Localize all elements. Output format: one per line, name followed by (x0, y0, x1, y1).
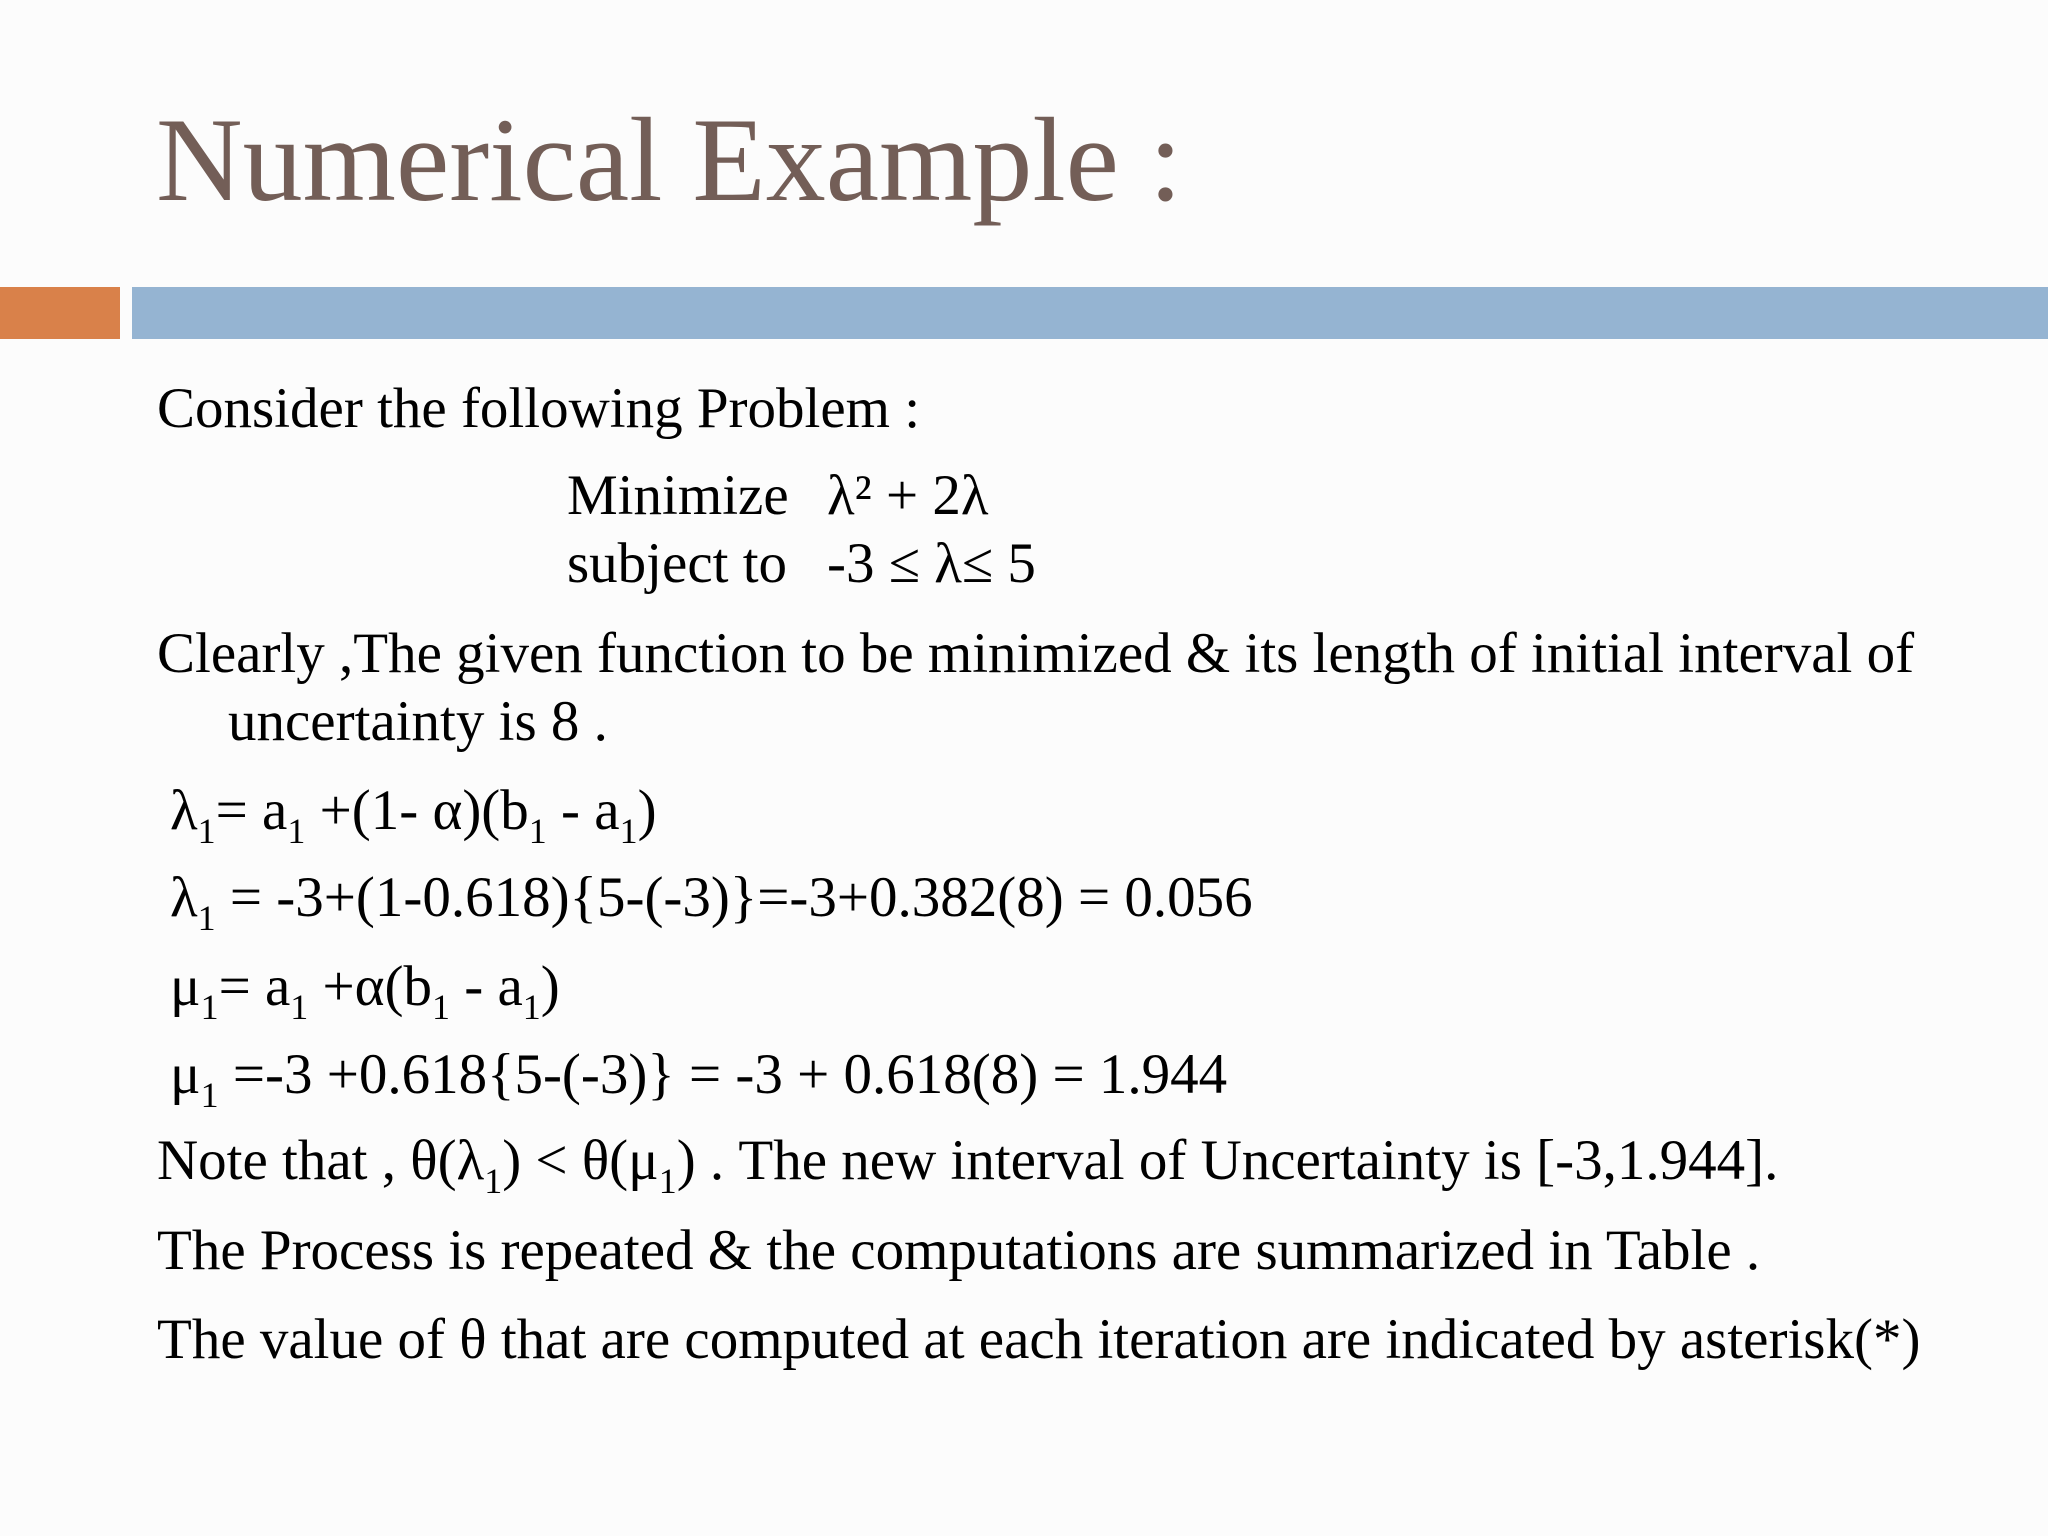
subject-to-label: subject to (567, 532, 788, 595)
value-line: The value of θ that are computed at each iteration are indicated by asterisk(*) (157, 1308, 1921, 1371)
constraint-expression: -3 ≤ λ≤ 5 (827, 532, 1036, 595)
note-line: Note that , $\theta(\lambda_1) < \theta(\mu_1)$ . The new interval of Uncertainty is [-3,1.944]. (157, 1129, 1779, 1201)
clearly-text-line-2: uncertainty is 8 . (228, 690, 608, 753)
process-line: The Process is repeated & the computations are summarized in Table . (157, 1219, 1761, 1282)
slide-title: Numerical Example : (156, 93, 1183, 226)
minimize-expression: λ² + 2λ (827, 464, 989, 527)
lambda-formula: $\lambda_1= a_1 +(1-$ $\alpha)(b_1 - a_1)$ (170, 779, 657, 851)
mu-computation: $\mu_1 =-3 +0.618\{5-(-3)\} = -3 + 0.618(8) = 1.944$ (170, 1043, 1228, 1115)
clearly-text-line-1: Clearly ,The given function to be minimized & its length of initial interval of (157, 622, 1915, 685)
minimize-label: Minimize (567, 464, 789, 527)
accent-bar-orange (0, 287, 120, 339)
intro-text: Consider the following Problem : (157, 377, 921, 440)
mu-formula: $\mu_1= a_1 +\alpha(b_1 - a_1)$ (170, 955, 560, 1027)
accent-bar-blue (132, 287, 2048, 339)
lambda-computation: $\lambda_1 = -3+(1-0.618)\{5-(-3)\}=-3+0.382(8) = 0.056$ (170, 866, 1253, 938)
